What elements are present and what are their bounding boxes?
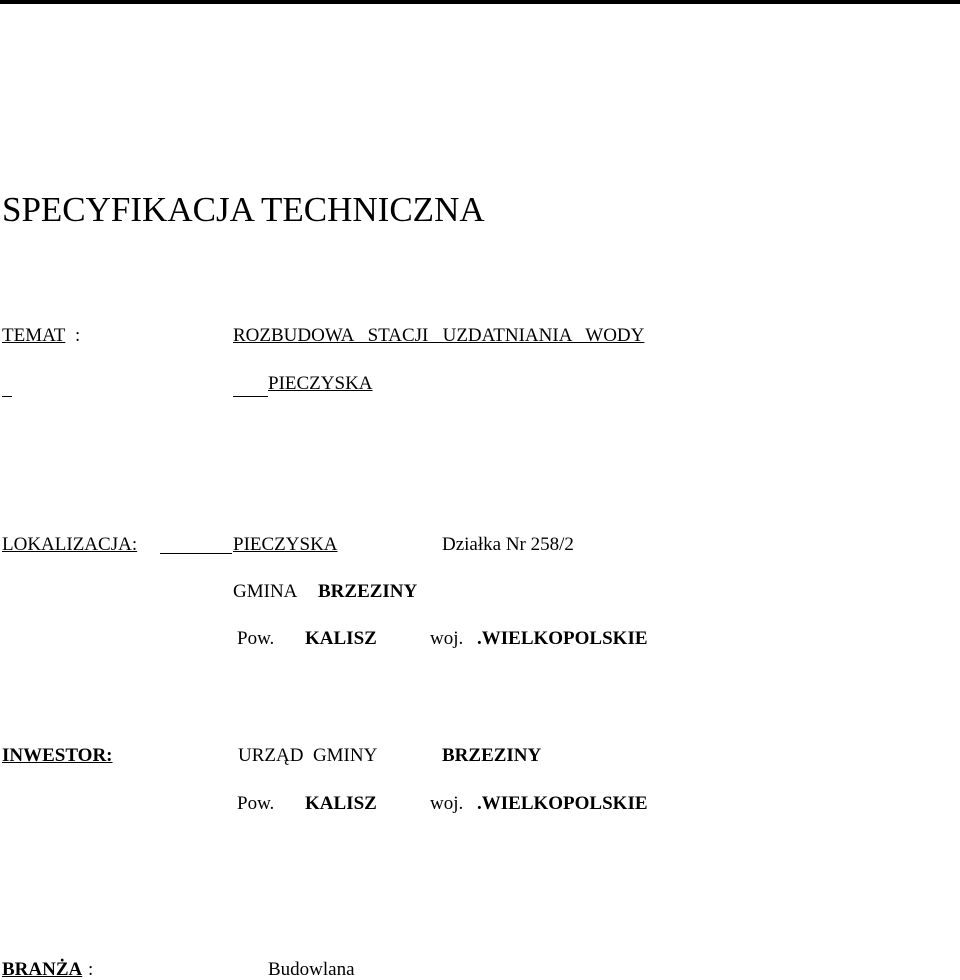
branza-label: BRANŻA (2, 959, 83, 980)
lokalizacja-fill-underline (160, 553, 232, 554)
lokalizacja-label: LOKALIZACJA: (2, 534, 138, 555)
inwestor-name: URZĄD GMINY (238, 745, 378, 766)
lokalizacja-place: PIECZYSKA (233, 534, 338, 555)
inwestor-pow-value: KALISZ (305, 793, 377, 814)
temat-colon: : (75, 325, 81, 346)
inwestor-name-bold: BRZEZINY (442, 745, 542, 766)
temat-indent-underline (233, 396, 268, 397)
inwestor-woj-label: woj. (430, 793, 464, 814)
branza-value: Budowlana (268, 959, 355, 980)
temat-blank-underline (2, 396, 12, 397)
branza-colon: : (88, 959, 94, 980)
gmina-label: GMINA (233, 581, 298, 602)
temat-line-1: ROZBUDOWA STACJI UZDATNIANIA WODY (233, 325, 645, 346)
lokalizacja-plot: Działka Nr 258/2 (442, 534, 574, 555)
gmina-value: BRZEZINY (318, 581, 418, 602)
lokalizacja-woj-label: woj. (430, 628, 464, 649)
temat-line-2: PIECZYSKA (268, 373, 373, 394)
temat-label: TEMAT (2, 325, 66, 346)
top-border-rule (0, 0, 960, 4)
inwestor-woj-value: .WIELKOPOLSKIE (477, 793, 648, 814)
lokalizacja-woj-value: .WIELKOPOLSKIE (477, 628, 648, 649)
lokalizacja-pow-value: KALISZ (305, 628, 377, 649)
document-title: SPECYFIKACJA TECHNICZNA (2, 190, 485, 229)
lokalizacja-pow-label: Pow. (237, 628, 275, 649)
inwestor-label: INWESTOR: (2, 745, 113, 766)
inwestor-pow-label: Pow. (237, 793, 275, 814)
